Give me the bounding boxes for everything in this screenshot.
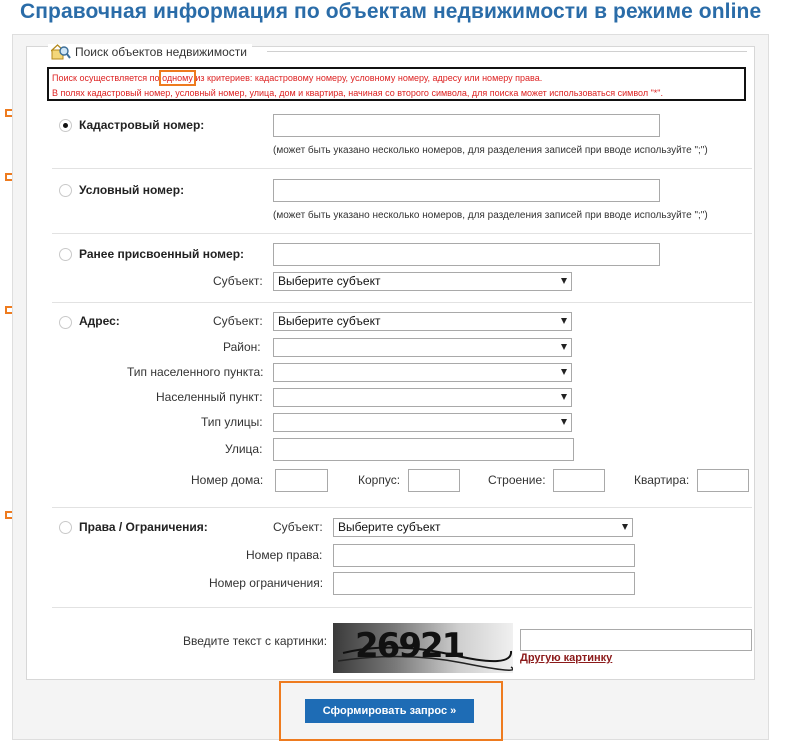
house-input[interactable] xyxy=(275,469,328,492)
divider xyxy=(52,233,752,234)
legend-divider xyxy=(267,51,747,52)
cadastral-hint: (может быть указано несколько номеров, для разделения записей при вводе используйте ";") xyxy=(273,145,708,156)
conditional-hint: (может быть указано несколько номеров, для разделения записей при вводе используйте ";") xyxy=(273,210,708,221)
building-label: Корпус: xyxy=(358,473,401,487)
other-captcha-link[interactable]: Другую картинку xyxy=(520,652,613,664)
divider xyxy=(52,607,752,608)
submit-request-button[interactable]: Сформировать запрос » xyxy=(305,699,474,723)
settlement-label: Населенный пункт: xyxy=(156,390,263,404)
apartment-input[interactable] xyxy=(697,469,749,492)
search-notice xyxy=(47,67,746,101)
captcha-image xyxy=(333,623,513,673)
settlement-select[interactable] xyxy=(273,388,572,407)
notice-highlight: одному xyxy=(162,73,193,83)
previous-number-label: Ранее присвоенный номер: xyxy=(79,247,245,261)
chevron-down-icon xyxy=(561,344,567,350)
rights-radio[interactable] xyxy=(59,521,72,534)
previous-subject-label: Субъект: xyxy=(213,274,263,288)
district-select[interactable] xyxy=(273,338,572,357)
rights-subject-select[interactable] xyxy=(333,518,633,537)
captcha-label: Введите текст с картинки: xyxy=(183,634,328,648)
street-type-select[interactable] xyxy=(273,413,572,432)
restriction-number-input[interactable] xyxy=(333,572,635,595)
notice-line-1 xyxy=(52,71,741,86)
address-subject-label: Субъект: xyxy=(213,314,263,328)
captcha-input[interactable] xyxy=(520,629,752,651)
district-label: Район: xyxy=(223,340,261,354)
divider xyxy=(52,168,752,169)
select-value: Выберите субъект xyxy=(338,520,441,534)
building-input[interactable] xyxy=(408,469,460,492)
select-value: Выберите субъект xyxy=(278,314,381,328)
chevron-down-icon xyxy=(561,394,567,400)
street-label: Улица: xyxy=(225,442,263,456)
address-label: Адрес: xyxy=(79,314,120,328)
conditional-label: Условный номер: xyxy=(79,183,185,197)
previous-number-radio[interactable] xyxy=(59,248,72,261)
chevron-down-icon xyxy=(561,369,567,375)
cadastral-radio[interactable] xyxy=(59,119,72,132)
fieldset-legend xyxy=(48,44,252,60)
captcha-code: 26921 xyxy=(355,626,464,666)
cadastral-label: Кадастровый номер: xyxy=(79,118,205,132)
rights-label: Права / Ограничения: xyxy=(79,520,208,534)
settlement-type-select[interactable] xyxy=(273,363,572,382)
settlement-type-label: Тип населенного пункта: xyxy=(127,365,264,379)
notice-text: из критериев: кадастровому номеру, условному номеру, адресу или номеру права. xyxy=(192,73,543,83)
apartment-label: Квартира: xyxy=(634,473,690,487)
cadastral-input[interactable] xyxy=(273,114,660,137)
chevron-down-icon xyxy=(561,278,567,284)
chevron-down-icon xyxy=(622,524,628,530)
divider xyxy=(52,302,752,303)
previous-number-input[interactable] xyxy=(273,243,660,266)
address-radio[interactable] xyxy=(59,316,72,329)
fieldset-legend-label: Поиск объектов недвижимости xyxy=(75,45,248,59)
restriction-number-label: Номер ограничения: xyxy=(209,576,324,590)
search-house-icon xyxy=(51,44,71,60)
search-fieldset xyxy=(26,46,755,680)
right-number-input[interactable] xyxy=(333,544,635,567)
right-number-label: Номер права: xyxy=(246,548,323,562)
address-subject-select[interactable] xyxy=(273,312,572,331)
previous-subject-select[interactable] xyxy=(273,272,572,291)
house-label: Номер дома: xyxy=(191,473,264,487)
notice-line-2: В полях кадастровый номер, условный номер, улица, дом и квартира, начиная со второго символа, для поиска может использоваться символ "*". xyxy=(52,88,663,98)
conditional-input[interactable] xyxy=(273,179,660,202)
divider xyxy=(52,507,752,508)
structure-input[interactable] xyxy=(553,469,605,492)
page-title: Справочная информация по объектам недвижимости в режиме online xyxy=(20,0,762,23)
chevron-down-icon xyxy=(561,318,567,324)
chevron-down-icon xyxy=(561,419,567,425)
conditional-radio[interactable] xyxy=(59,184,72,197)
street-input[interactable] xyxy=(273,438,574,461)
structure-label: Строение: xyxy=(488,473,546,487)
notice-text: Поиск осуществляется по xyxy=(52,73,163,83)
search-panel xyxy=(12,34,769,740)
street-type-label: Тип улицы: xyxy=(201,415,263,429)
select-value: Выберите субъект xyxy=(278,274,381,288)
rights-subject-label: Субъект: xyxy=(273,520,323,534)
